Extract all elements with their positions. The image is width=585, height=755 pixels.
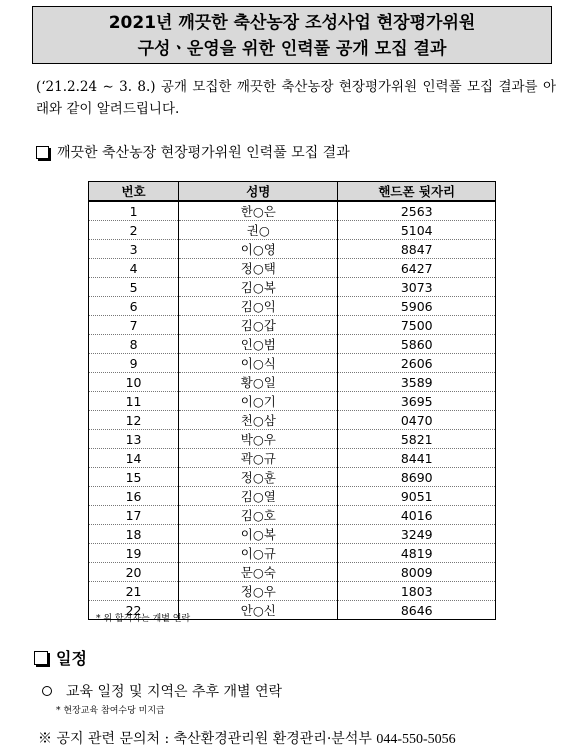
row-name-cell: 김○익 [179, 297, 338, 316]
contact-phone: 044-550-5056 [376, 732, 456, 747]
contact-label: ※ 공지 관련 문의처 : 축산환경관리원 환경관리·분석부 [38, 731, 377, 747]
table-row [89, 430, 496, 449]
row-phone-cell: 8441 [338, 449, 496, 468]
row-name-cell: 곽○규 [179, 449, 338, 468]
document-title-box [32, 6, 552, 64]
row-number-cell: 13 [89, 430, 179, 449]
row-phone-cell: 5821 [338, 430, 496, 449]
row-phone-cell: 7500 [338, 316, 496, 335]
table-row [89, 316, 496, 335]
row-number-cell: 16 [89, 487, 179, 506]
row-name-cell: 인○범 [179, 335, 338, 354]
table-row [89, 582, 496, 601]
row-name-cell: 김○열 [179, 487, 338, 506]
results-table [88, 181, 496, 620]
row-name-cell: 김○호 [179, 506, 338, 525]
row-phone-cell: 8009 [338, 563, 496, 582]
table-row [89, 259, 496, 278]
row-phone-cell: 5906 [338, 297, 496, 316]
row-phone-cell: 4819 [338, 544, 496, 563]
row-name-cell: 한○은 [179, 201, 338, 221]
table-row [89, 487, 496, 506]
table-row [89, 278, 496, 297]
row-number-cell: 15 [89, 468, 179, 487]
row-number-cell: 7 [89, 316, 179, 335]
schedule-item-text: 교육 일정 및 지역은 추후 개별 연락 [66, 684, 283, 700]
table-row [89, 411, 496, 430]
schedule-section-heading [34, 646, 87, 669]
table-row [89, 544, 496, 563]
row-number-cell: 4 [89, 259, 179, 278]
header-number: 번호 [89, 182, 179, 202]
results-section-heading [36, 142, 350, 162]
row-name-cell: 박○우 [179, 430, 338, 449]
row-name-cell: 권○ [179, 221, 338, 240]
table-row [89, 354, 496, 373]
intro-paragraph: (‘21.2.24 ∼ 3. 8.) 공개 모집한 깨끗한 축산농장 현장평가위원 인력풀 모집 결과를 아래와 같이 알려드립니다. [36, 79, 556, 117]
row-name-cell: 이○식 [179, 354, 338, 373]
table-header-row [89, 182, 496, 202]
row-name-cell: 이○규 [179, 544, 338, 563]
table-row [89, 449, 496, 468]
table-row [89, 335, 496, 354]
row-number-cell: 8 [89, 335, 179, 354]
row-phone-cell: 4016 [338, 506, 496, 525]
table-row [89, 525, 496, 544]
table-row [89, 240, 496, 259]
table-row [89, 297, 496, 316]
title-line-1: 2021년 깨끗한 축산농장 조성사업 현장평가위원 [108, 13, 476, 33]
row-phone-cell: 2606 [338, 354, 496, 373]
table-row [89, 392, 496, 411]
row-number-cell: 18 [89, 525, 179, 544]
row-phone-cell: 5104 [338, 221, 496, 240]
row-name-cell: 안○신 [179, 601, 338, 620]
row-number-cell: 14 [89, 449, 179, 468]
row-name-cell: 이○기 [179, 392, 338, 411]
row-number-cell: 17 [89, 506, 179, 525]
row-number-cell: 11 [89, 392, 179, 411]
table-row [89, 506, 496, 525]
table-footnote: * 위 합격자는 개별 연락 [96, 614, 191, 624]
table-row [89, 221, 496, 240]
row-name-cell: 정○택 [179, 259, 338, 278]
row-name-cell: 김○갑 [179, 316, 338, 335]
row-name-cell: 정○훈 [179, 468, 338, 487]
square-bullet-icon [36, 146, 49, 159]
row-number-cell: 20 [89, 563, 179, 582]
row-name-cell: 이○복 [179, 525, 338, 544]
row-name-cell: 정○우 [179, 582, 338, 601]
schedule-item [42, 681, 282, 701]
row-number-cell: 9 [89, 354, 179, 373]
row-number-cell: 19 [89, 544, 179, 563]
results-table-body [89, 201, 496, 620]
results-heading-text: 깨끗한 축산농장 현장평가위원 인력풀 모집 결과 [57, 145, 350, 161]
row-name-cell: 김○복 [179, 278, 338, 297]
row-phone-cell: 1803 [338, 582, 496, 601]
header-name: 성명 [179, 182, 338, 202]
contact-line [38, 728, 456, 748]
row-name-cell: 황○일 [179, 373, 338, 392]
row-phone-cell: 6427 [338, 259, 496, 278]
header-phone: 핸드폰 뒷자리 [338, 182, 496, 202]
circle-bullet-icon [42, 686, 52, 696]
row-number-cell: 22 [89, 601, 179, 620]
row-number-cell: 10 [89, 373, 179, 392]
row-phone-cell: 9051 [338, 487, 496, 506]
row-phone-cell: 3073 [338, 278, 496, 297]
row-phone-cell: 8847 [338, 240, 496, 259]
table-row [89, 201, 496, 221]
row-name-cell: 문○숙 [179, 563, 338, 582]
table-row [89, 373, 496, 392]
row-name-cell: 천○삼 [179, 411, 338, 430]
row-phone-cell: 2563 [338, 201, 496, 221]
row-phone-cell: 0470 [338, 411, 496, 430]
schedule-heading-text: 일정 [56, 649, 87, 668]
row-phone-cell: 8690 [338, 468, 496, 487]
title-line-2: 구성ㆍ운영을 위한 인력풀 공개 모집 결과 [137, 39, 447, 59]
row-phone-cell: 5860 [338, 335, 496, 354]
row-number-cell: 3 [89, 240, 179, 259]
row-phone-cell: 8646 [338, 601, 496, 620]
row-name-cell: 이○영 [179, 240, 338, 259]
row-number-cell: 5 [89, 278, 179, 297]
row-number-cell: 21 [89, 582, 179, 601]
row-number-cell: 1 [89, 201, 179, 221]
row-phone-cell: 3695 [338, 392, 496, 411]
row-number-cell: 6 [89, 297, 179, 316]
row-phone-cell: 3589 [338, 373, 496, 392]
row-number-cell: 12 [89, 411, 179, 430]
row-phone-cell: 3249 [338, 525, 496, 544]
table-row [89, 468, 496, 487]
square-bullet-icon [34, 651, 48, 665]
table-row [89, 563, 496, 582]
schedule-footnote: * 현장교육 참여수당 미지급 [56, 706, 165, 716]
row-number-cell: 2 [89, 221, 179, 240]
